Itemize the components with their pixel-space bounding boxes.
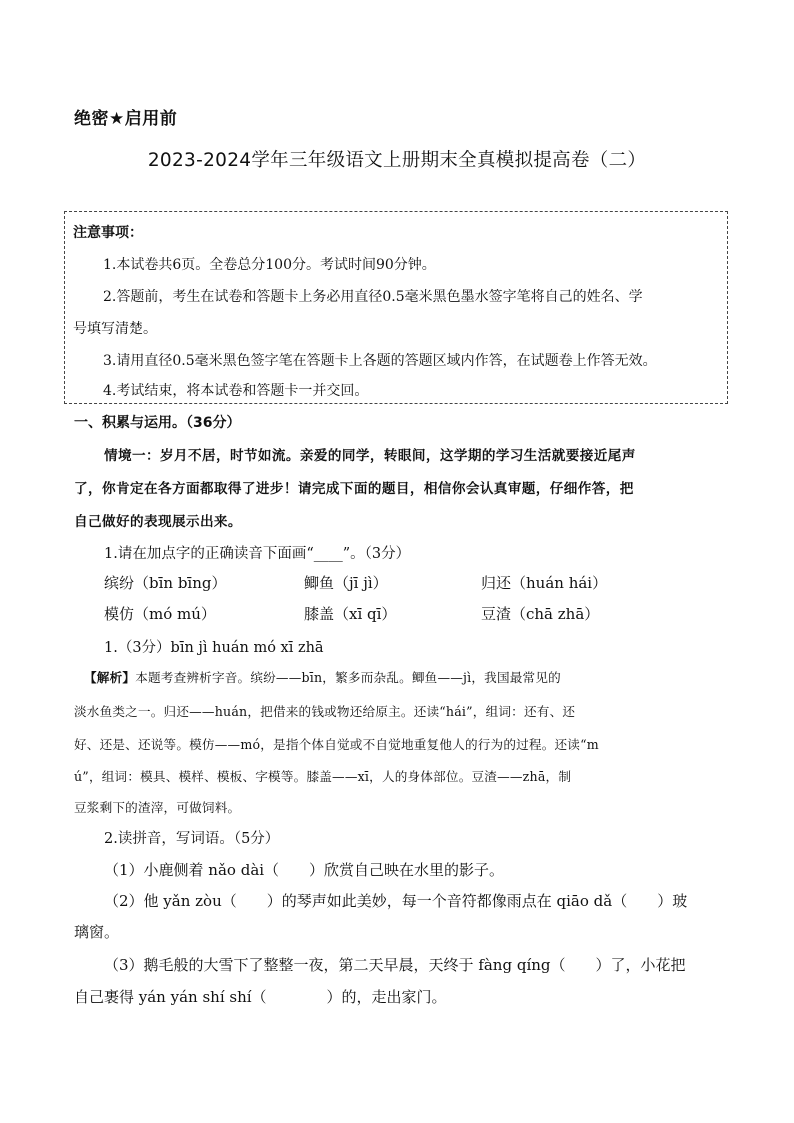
- notice-box: [64, 211, 728, 404]
- section-heading: 一、积累与运用。（36分）: [74, 415, 241, 431]
- analysis-line: 好、还是、还说等。模仿——mó，是指个体自觉或不自觉地重复他人的行为的过程。还读“m: [74, 737, 599, 752]
- question-1-prompt: 1.请在加点字的正确读音下面画“____”。（3分）: [104, 546, 411, 562]
- analysis-text: 本题考查辨析字音。缤纷——bīn，繁多而杂乱。鲫鱼——jì，我国最常见的: [135, 670, 561, 685]
- question-2-item: 璃窗。: [74, 923, 120, 941]
- scenario-text: 自己做好的表现展示出来。: [74, 514, 242, 530]
- question-2-item: 自己裹得 yán yán shí shí（ ）的，走出家门。: [74, 988, 447, 1006]
- analysis-line: 淡水鱼类之一。归还——huán，把借来的钱或物还给原主。还读“hái”，组词：还有、还: [74, 704, 576, 719]
- notice-item: 3.请用直径0.5毫米黑色签字笔在答题卡上各题的答题区域内作答，在试题卷上作答无效。: [103, 353, 657, 369]
- analysis-tag: 【解析】: [84, 670, 136, 685]
- analysis-line: [84, 667, 561, 686]
- exam-title: 2023-2024学年三年级语文上册期末全真模拟提高卷（二）: [147, 150, 647, 171]
- notice-item: 号填写清楚。: [73, 321, 157, 337]
- word-option: 模仿（mó mú）: [104, 605, 216, 623]
- scenario-text: 情境一：岁月不居，时节如流。亲爱的同学，转眼间，这学期的学习生活就要接近尾声: [104, 448, 636, 464]
- analysis-line: ú”，组词：模具、模样、模板、字模等。膝盖——xī，人的身体部位。豆渣——zhā，制: [74, 769, 572, 784]
- question-2-item: （1）小鹿侧着 nǎo dài（ ）欣赏自己映在水里的影子。: [104, 861, 505, 879]
- word-option: 归还（huán hái）: [481, 574, 608, 592]
- question-1-answer: 1.（3分）bīn jì huán mó xī zhā: [104, 640, 324, 656]
- analysis-line: 豆浆剩下的渣滓，可做饲料。: [74, 800, 241, 815]
- word-option: 膝盖（xī qī）: [304, 605, 397, 623]
- notice-item: 1.本试卷共6页。全卷总分100分。考试时间90分钟。: [103, 257, 436, 273]
- word-option: 缤纷（bīn bīng）: [104, 574, 227, 592]
- scenario-text: 了，你肯定在各方面都取得了进步！请完成下面的题目，相信你会认真审题，仔细作答，把: [74, 481, 634, 497]
- notice-title: 注意事项：: [73, 225, 143, 241]
- question-2-prompt: 2.读拼音，写词语。（5分）: [104, 831, 280, 847]
- word-option: 鲫鱼（jī jì）: [304, 574, 388, 592]
- notice-item: 2.答题前，考生在试卷和答题卡上务必用直径0.5毫米黑色墨水签字笔将自己的姓名、学: [103, 289, 643, 305]
- notice-item: 4.考试结束，将本试卷和答题卡一并交回。: [103, 383, 369, 399]
- question-2-item: （3）鹅毛般的大雪下了整整一夜，第二天早晨，天终于 fàng qíng（ ）了，小花把: [104, 956, 686, 974]
- question-2-item: （2）他 yǎn zòu（ ）的琴声如此美妙，每一个音符都像雨点在 qiāo dǎ（ ）玻: [104, 892, 688, 910]
- word-option: 豆渣（chā zhā）: [481, 605, 600, 623]
- confidential-label: 绝密★启用前: [74, 109, 178, 129]
